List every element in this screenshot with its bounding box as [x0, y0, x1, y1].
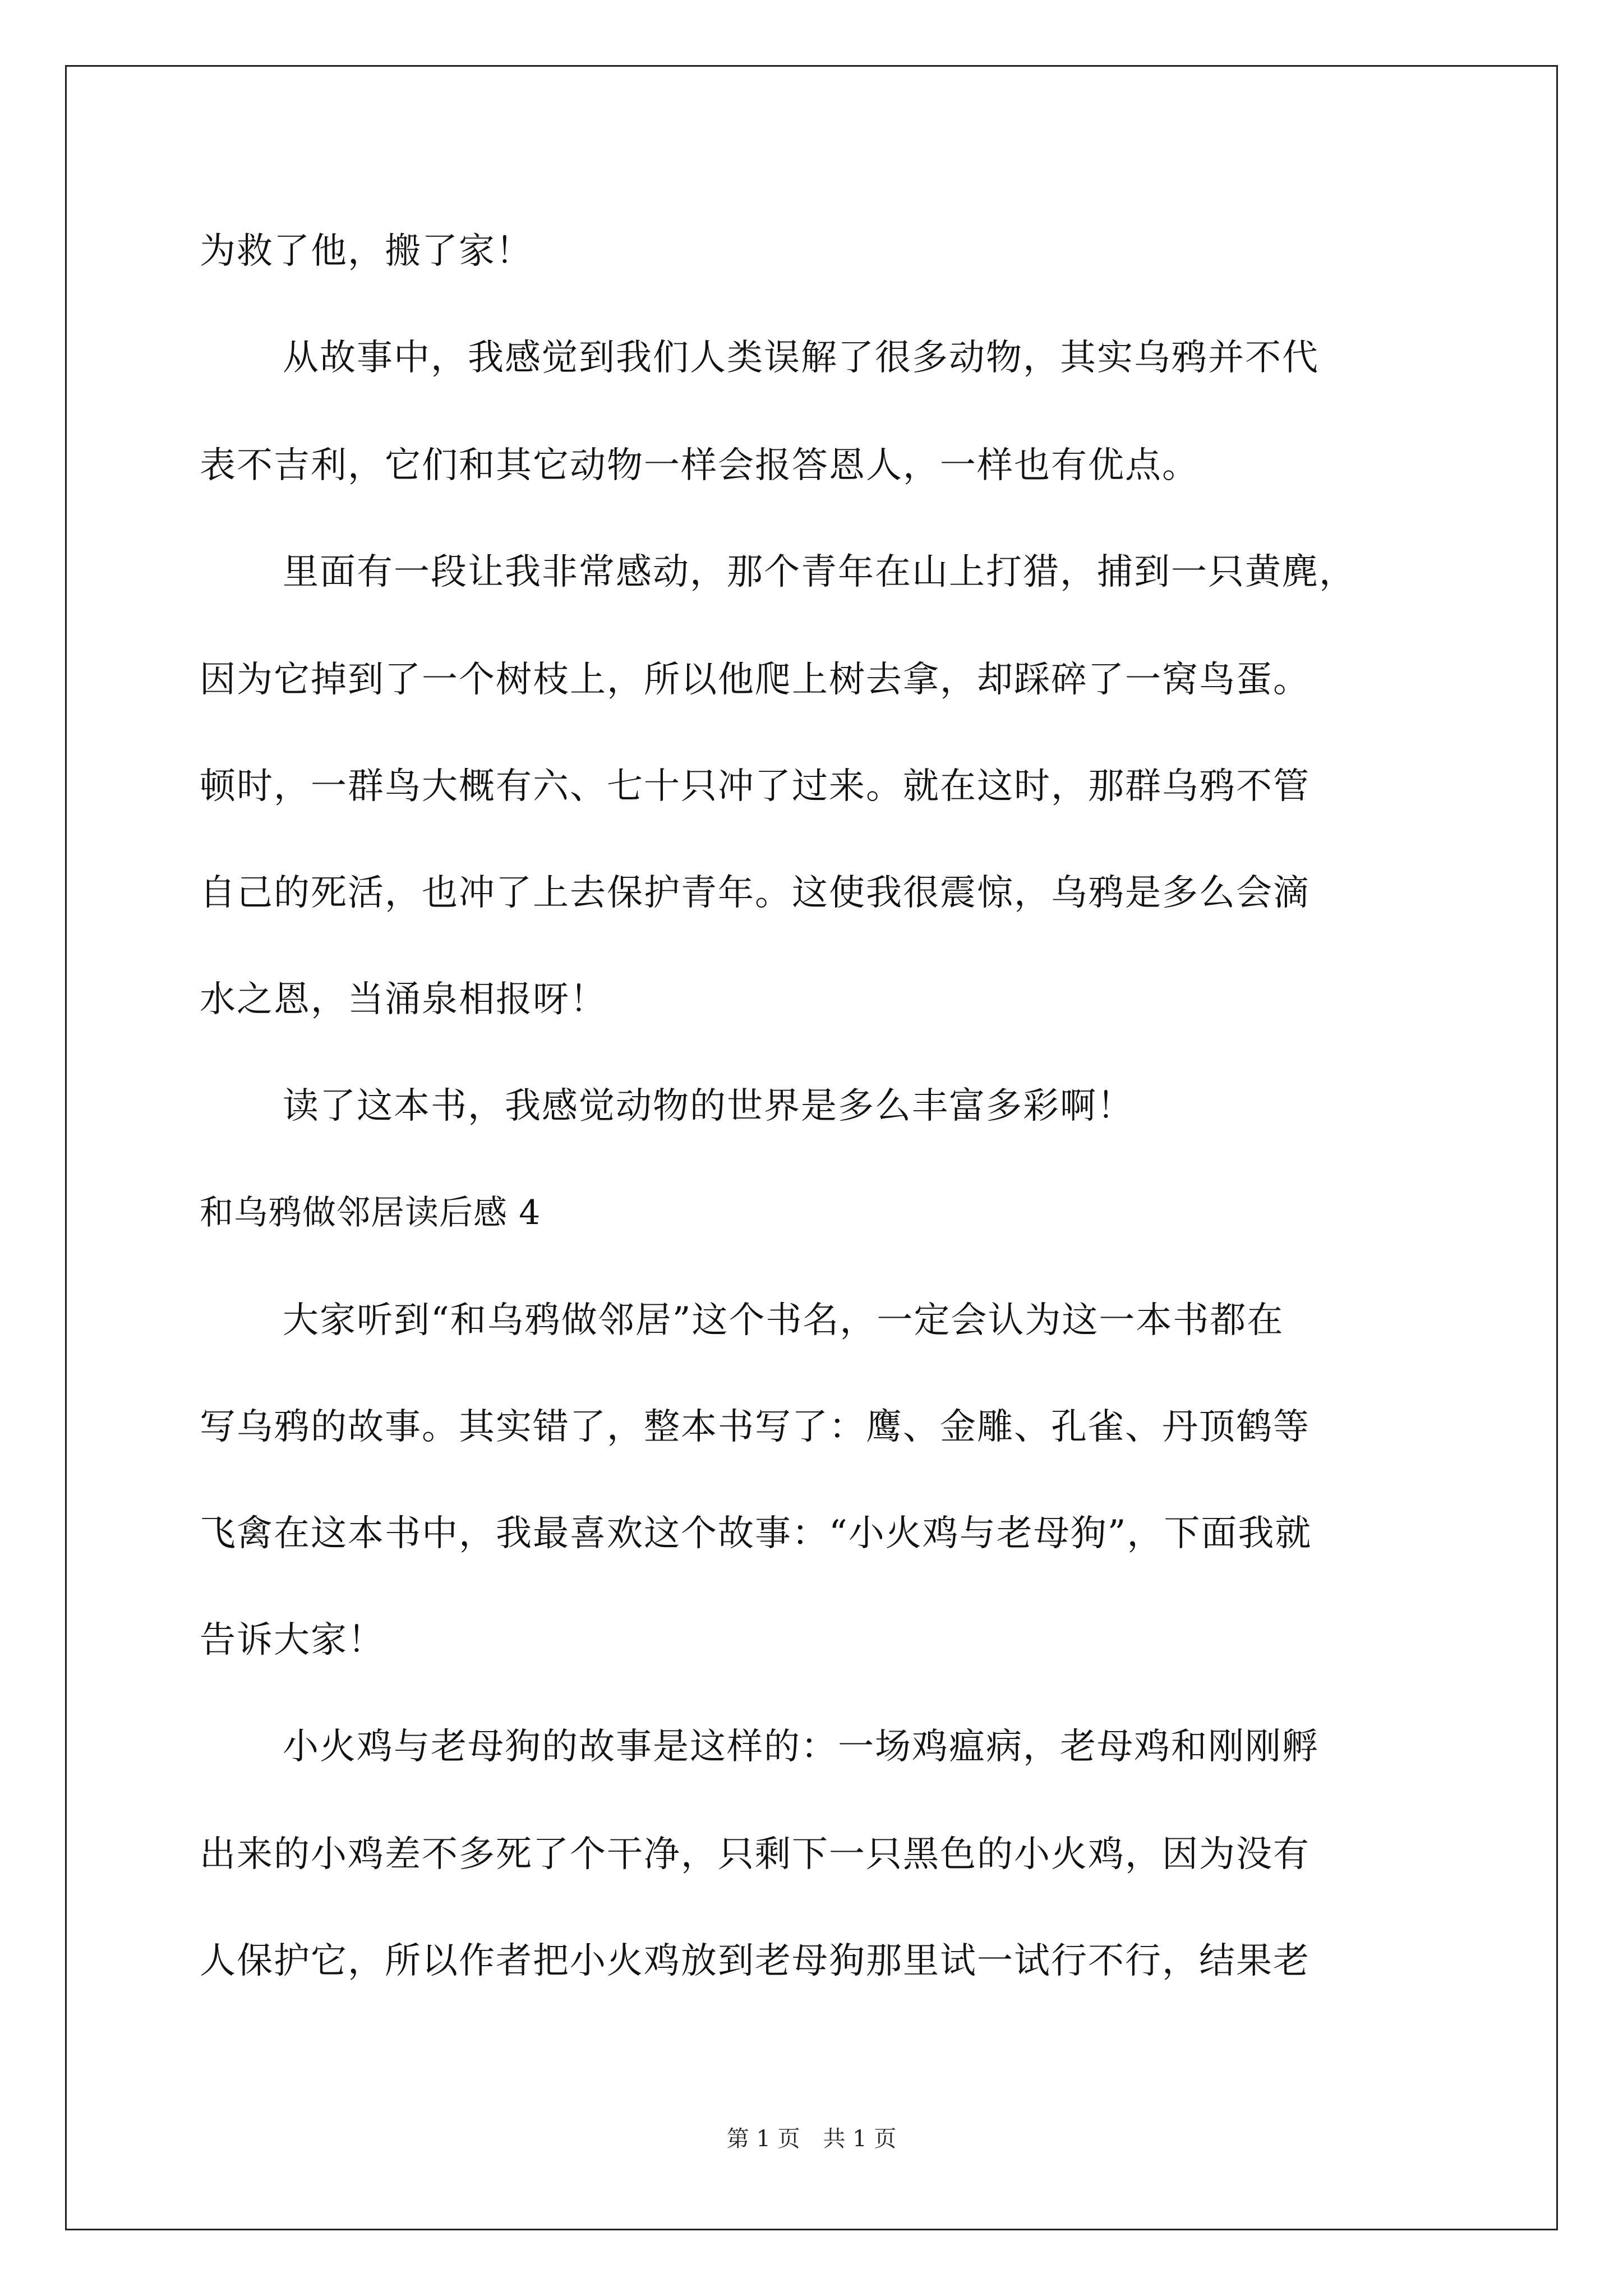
page-border: [65, 65, 1558, 2230]
body-line: 出来的小鸡差不多死了个干净，只剩下一只黑色的小火鸡，因为没有: [200, 1834, 1310, 1875]
section-heading: 和乌鸦做邻居读后感 4: [200, 1193, 541, 1232]
page-total: 共 1 页: [823, 2126, 897, 2152]
paragraph-start-line: 小火鸡与老母狗的故事是这样的：一场鸡瘟病，老母鸡和刚刚孵: [283, 1726, 1319, 1768]
body-line: 写乌鸦的故事。其实错了，整本书写了：鹰、金雕、孔雀、丹顶鹤等: [200, 1406, 1310, 1448]
body-line: 飞禽在这本书中，我最喜欢这个故事：“小火鸡与老母狗”，下面我就: [200, 1513, 1312, 1554]
body-line: 水之恩，当涌泉相报呀！: [200, 979, 607, 1020]
body-line: 人保护它，所以作者把小火鸡放到老母狗那里试一试行不行，结果老: [200, 1940, 1310, 1982]
body-line: 顿时，一群鸟大概有六、七十只冲了过来。就在这时，那群乌鸦不管: [200, 766, 1310, 807]
body-line: 告诉大家！: [200, 1619, 385, 1661]
page-footer: [0, 2125, 1623, 2153]
paragraph-start-line: 大家听到“和乌鸦做邻居”这个书名，一定会认为这一本书都在: [283, 1300, 1284, 1341]
body-line: 因为它掉到了一个树枝上，所以他爬上树去拿，却踩碎了一窝鸟蛋。: [200, 659, 1310, 701]
body-line: 为救了他，搬了家！: [200, 231, 533, 272]
paragraph-start-line: 里面有一段让我非常感动，那个青年在山上打猎，捕到一只黄麂，: [283, 551, 1356, 593]
paragraph-start-line: 从故事中，我感觉到我们人类误解了很多动物，其实乌鸦并不代: [283, 337, 1319, 379]
paragraph-start-line: 读了这本书，我感觉动物的世界是多么丰富多彩啊！: [283, 1085, 1134, 1127]
body-line: 表不吉利，它们和其它动物一样会报答恩人，一样也有优点。: [200, 445, 1199, 486]
body-line: 自己的死活，也冲了上去保护青年。这使我很震惊，乌鸦是多么会滴: [200, 872, 1310, 914]
page-number: 第 1 页: [726, 2126, 800, 2152]
